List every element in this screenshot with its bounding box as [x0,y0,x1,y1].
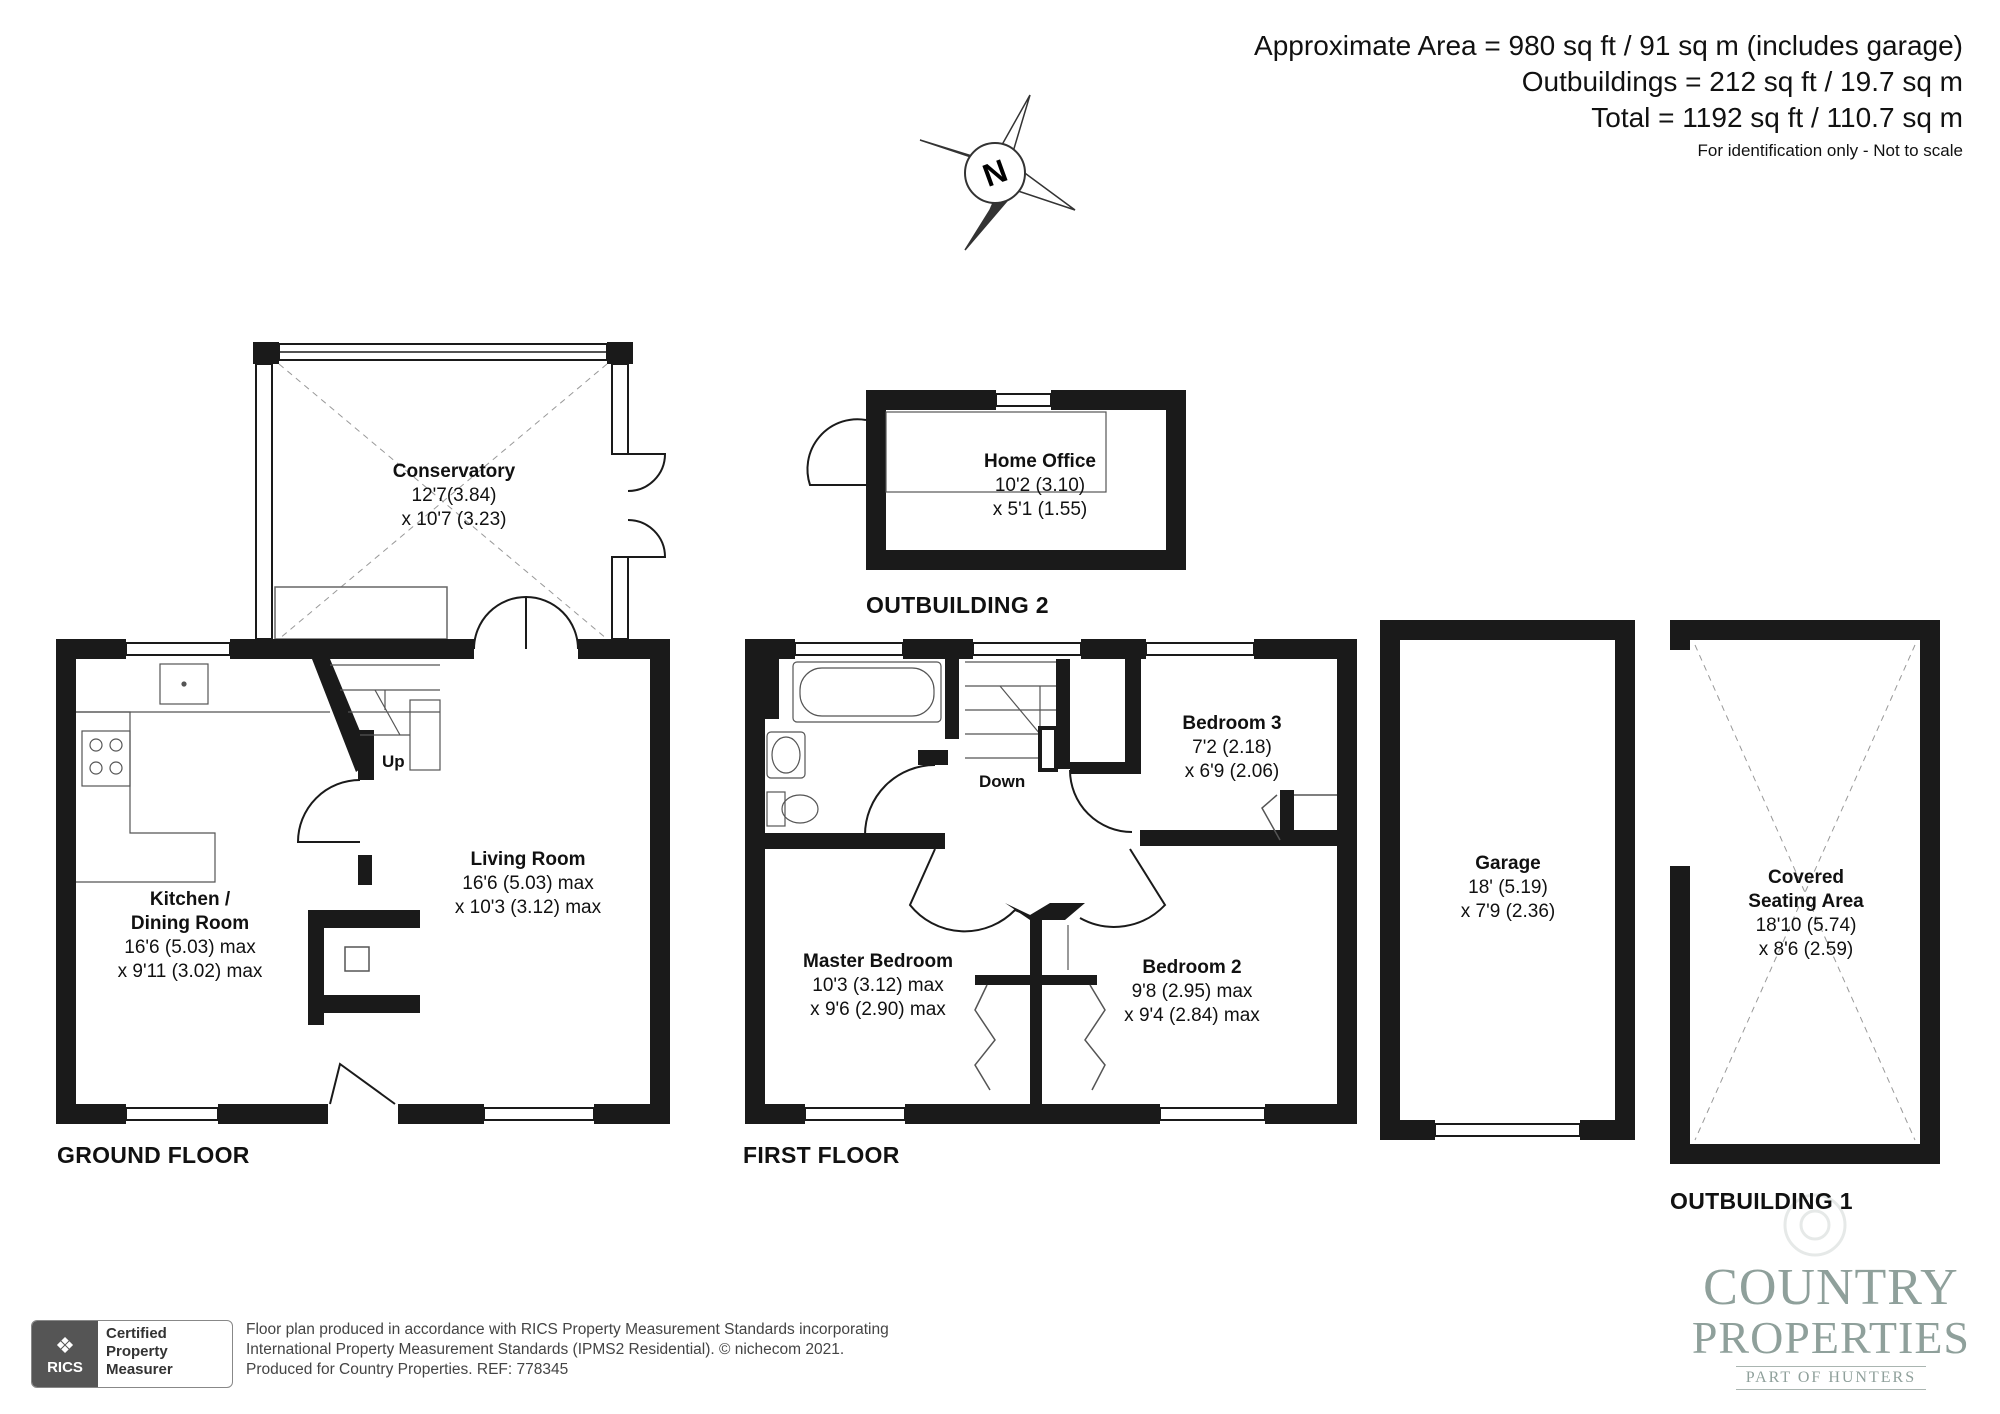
room-dim-2: x 9'4 (2.84) max [1124,1005,1260,1026]
room-dim-2: x 9'11 (3.02) max [117,961,263,982]
room-dim-2: x 10'3 (3.12) max [454,897,602,918]
brand-line-3: PART OF HUNTERS [1736,1366,1926,1390]
room-conservatory [393,460,516,532]
room-name-line-1: Covered [1767,867,1845,888]
footer-line-2: International Property Measurement Standards (IPMS2 Residential). © nichecom 2021. [246,1341,845,1358]
outbuildings-area: Outbuildings = 212 sq ft / 19.7 sq m [1521,66,1963,97]
footer-line-3: Produced for Country Properties. REF: 778345 [246,1361,569,1378]
room-name: Master Bedroom [803,951,953,972]
room-covered-seating-area [1748,866,1863,962]
room-name: Bedroom 2 [1142,957,1242,978]
room-name: Garage [1475,853,1541,874]
room-garage [1461,852,1555,924]
room-dim-1: 12'7(3.84) [411,485,497,506]
room-name-line-1: Kitchen / [149,889,231,910]
ground-floor-plan [56,342,670,1124]
brand-line-2: PROPERTIES [1691,1312,1970,1363]
first-floor-title: FIRST FLOOR [743,1142,900,1168]
footer-line-1: Floor plan produced in accordance with RICS Property Measurement Standards incorporating [246,1321,889,1338]
room-dim-1: 10'3 (3.12) max [812,975,944,996]
room-name: Home Office [984,451,1096,472]
rics-line-2: Property [106,1343,168,1360]
outbuilding-2-title: OUTBUILDING 2 [866,592,1049,618]
room-dim-1: 10'2 (3.10) [994,475,1086,496]
scale-note: For identification only - Not to scale [1697,141,1963,160]
room-kitchen-dining [118,888,263,984]
room-name-line-2: Seating Area [1748,891,1864,912]
room-dim-2: x 8'6 (2.59) [1758,939,1854,960]
room-dim-1: 7'2 (2.18) [1192,737,1272,758]
rics-line-3: Measurer [106,1361,173,1378]
room-living-room [455,848,601,920]
footer-disclaimer [246,1320,889,1380]
room-dim-2: x 7'9 (2.36) [1460,901,1556,922]
room-home-office [984,450,1096,522]
compass-icon [920,95,1075,250]
brand-line-1: COUNTRY [1703,1259,1959,1316]
rics-logo-text: RICS [47,1358,83,1376]
room-bedroom-3 [1182,712,1281,784]
room-dim-2: x 9'6 (2.90) max [810,999,946,1020]
room-master-bedroom [803,950,953,1022]
total-area: Total = 1192 sq ft / 110.7 sq m [1591,102,1963,133]
room-name: Living Room [470,849,586,870]
stairs-down-label: Down [979,772,1026,791]
room-dim-2: x 5'1 (1.55) [992,499,1088,520]
stairs-up-label: Up [382,752,405,771]
country-properties-logo [1691,1259,1970,1390]
room-dim-1: 18'10 (5.74) [1755,915,1857,936]
room-bedroom-2 [1124,956,1260,1028]
room-name-line-2: Dining Room [130,913,250,934]
ground-floor-title: GROUND FLOOR [57,1142,250,1168]
rics-logo-icon: ❖ RICS [32,1321,98,1387]
room-dim-1: 16'6 (5.03) max [124,937,256,958]
room-dim-1: 16'6 (5.03) max [462,873,594,894]
outbuilding-1-title: OUTBUILDING 1 [1670,1188,1853,1214]
approximate-area: Approximate Area = 980 sq ft / 91 sq m (includes garage) [1254,30,1963,61]
rics-certified-badge [31,1320,233,1388]
room-dim-2: x 6'9 (2.06) [1184,761,1280,782]
room-dim-2: x 10'7 (3.23) [401,509,507,530]
compass-north-label: N [977,152,1013,194]
room-dim-1: 18' (5.19) [1468,877,1548,898]
room-name: Conservatory [392,461,516,482]
room-name: Bedroom 3 [1182,713,1282,734]
room-dim-1: 9'8 (2.95) max [1131,981,1253,1002]
rics-line-1: Certified [106,1325,167,1342]
